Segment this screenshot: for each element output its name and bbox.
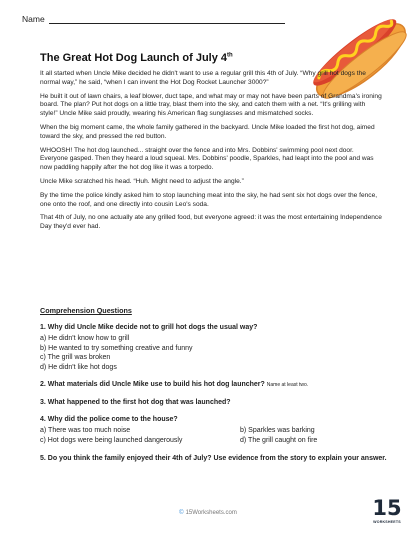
name-field[interactable] [49, 15, 285, 24]
title-superscript: th [227, 52, 233, 59]
answer-option[interactable]: a) There was too much noise [40, 427, 131, 435]
story-paragraph: He built it out of lawn chairs, a leaf blower, duct tape, and what may or may not have been parts of Grandma's ironing board. The plan? Put hot dogs on a little tray, blast them into the sky, and catch them with a net. “It's grilling with style!” Uncle Mike said proudly, wearing his American flag sunglasses and mismatched socks. [40, 92, 382, 118]
name-label: Name [22, 14, 45, 24]
answer-option[interactable]: b) Sparkles was barking [240, 427, 315, 435]
story-paragraph: By the time the police kindly asked him to stop launching meat into the sky, he had sent six hot dogs over the fence, one onto the roof, and one directly into cousin Leo's soda. [40, 191, 378, 208]
answer-option[interactable]: d) He didn't like hot dogs [40, 363, 117, 371]
question-1: 1. Why did Uncle Mike decide not to grill hot dogs the usual way? [40, 324, 258, 331]
question-4: 4. Why did the police come to the house? [40, 416, 178, 424]
answer-option[interactable]: b) He wanted to try something creative and funny [40, 344, 193, 352]
footer-site[interactable]: 15Worksheets.com [185, 510, 237, 516]
comprehension-questions [40, 306, 390, 463]
story-paragraph: It all started when Uncle Mike decided he didn't want to use a regular grill this 4th of July. “Why grill hot dogs the normal way,” he said, “when I can invent the Hot Dog Rocket Launcher 3000?” [40, 70, 366, 86]
worksheet-title [40, 52, 233, 64]
name-row [22, 14, 285, 24]
question-4-options [40, 426, 390, 445]
answer-option[interactable]: d) The grill caught on fire [240, 436, 318, 444]
story-paragraph: That 4th of July, no one actually ate any grilled food, but everyone agreed: it was the most entertaining Independence Day they'd ever had. [40, 214, 382, 231]
question-2 [40, 380, 390, 390]
story-paragraph: When the big moment came, the whole family gathered in the backyard. Uncle Mike loaded the first hot dog, aimed toward the sky, and pressed the red button. [40, 123, 375, 140]
brand-logo [370, 496, 404, 534]
question-5: 5. Do you think the family enjoyed their 4th of July? Use evidence from the story to explain your answer. [40, 454, 387, 462]
question-3: 3. What happened to the first hot dog that was launched? [40, 399, 231, 407]
story-paragraph: WHOOSH! The hot dog launched... straight over the fence and into Mrs. Dobbins' swimming pool next door. Everyone gasped. Then they heard a loud squeal. Mrs. Dobbins' poodle, Sparkles, had leapt into the pool and was now paddling happily after the hot dog like it was a torpedo. [40, 146, 374, 172]
question-1-options [40, 334, 390, 372]
story-paragraph: Uncle Mike scratched his head. “Huh. Might need to adjust the angle.” [40, 177, 244, 185]
answer-option[interactable]: c) The grill was broken [40, 354, 111, 362]
title-text: The Great Hot Dog Launch of July 4 [40, 52, 228, 64]
question-2-note: Name at least two. [266, 382, 309, 389]
logo-text: WORKSHEETS [373, 520, 401, 524]
answer-option[interactable]: c) Hot dogs were being launched dangerously [40, 436, 183, 444]
question-2-text: 2. What materials did Uncle Mike use to build his hot dog launcher? [40, 381, 265, 389]
answer-option[interactable]: a) He didn't know how to grill [40, 335, 130, 342]
logo-number: 15 [372, 496, 402, 520]
footer [0, 510, 416, 516]
questions-heading: Comprehension Questions [40, 306, 132, 315]
story-text [40, 70, 382, 237]
copyright-icon: © [179, 510, 184, 516]
